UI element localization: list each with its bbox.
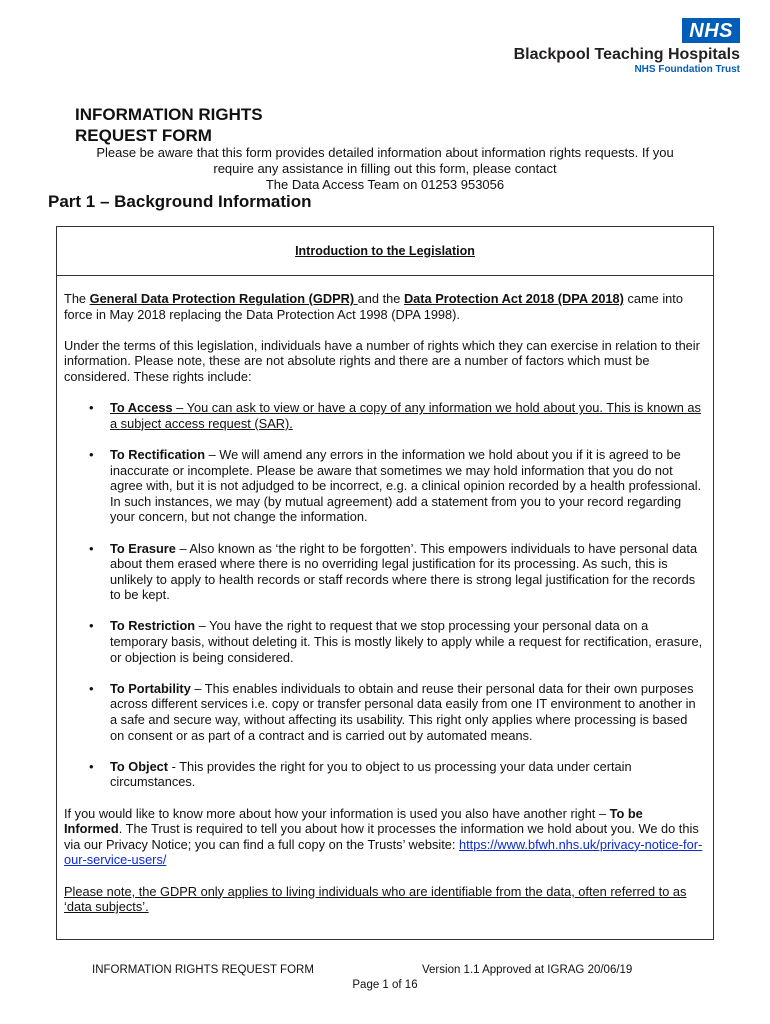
right-object — [110, 759, 703, 790]
right-title: To Portability — [110, 680, 191, 696]
part-heading: Part 1 – Background Information — [48, 192, 312, 211]
right-text: - This provides the right for you to object to us processing your data under certain circumstances. — [110, 758, 632, 790]
intro-line1: Please be aware that this form provides detailed information about information rights requests. If you — [96, 145, 674, 160]
form-title — [75, 104, 263, 146]
right-text: – You can ask to view or have a copy of any information we hold about you. This is known as a subject access request (SAR). — [110, 400, 701, 431]
right-title: To Erasure — [110, 540, 176, 556]
p1-mid: and the — [357, 291, 404, 306]
p1-rest: came into force in May 2018 replacing the Data Protection Act 1998 (DPA 1998). — [64, 291, 683, 322]
trust-name: Blackpool Teaching Hospitals — [513, 46, 740, 63]
to-be-informed: To be Informed — [64, 805, 643, 837]
right-rectification — [110, 447, 703, 525]
right-portability — [110, 681, 703, 743]
box-body — [57, 276, 713, 915]
right-title: To Access — [110, 400, 173, 416]
gdpr-note-paragraph: Please note, the GDPR only applies to living individuals who are identifiable from the data, often referred to as ‘data subjects’. — [64, 883, 687, 915]
right-text: – This enables individuals to obtain and reuse their personal data for their own purposes across different services i.e. copy or transfer personal data easily from one IT environment to another in a safe and secure way, without affecting its usability. This right only applies where processing is based on consent or as part of a contract and is carried out by automated means. — [110, 680, 696, 743]
form-title-line2: REQUEST FORM — [75, 126, 212, 145]
right-restriction — [110, 618, 703, 665]
trust-subtitle: NHS Foundation Trust — [634, 64, 740, 75]
right-title: To Object — [110, 758, 169, 774]
nhs-badge: NHS — [682, 18, 740, 43]
footer-version: Version 1.1 Approved at IGRAG 20/06/19 — [422, 964, 633, 976]
informed-paragraph — [64, 806, 703, 868]
p3-pre: If you would like to know more about how your information is used you also have another right – — [64, 805, 610, 821]
p3-post: . The Trust is required to tell you about how it processes the information we hold about you. We do this via our Privacy Notice; you can find a full copy on the Trusts’ website: — [64, 821, 699, 852]
intro-line2: require any assistance in filling out this form, please contact — [213, 161, 557, 176]
right-access — [110, 400, 703, 431]
intro-note — [40, 145, 730, 193]
right-title: To Rectification — [110, 446, 206, 462]
right-text: – We will amend any errors in the information we hold about you if it is agreed to be inaccurate or incomplete. Please be aware that sometimes we may hold information that you do not agree with, but it is not adjudged to be incorrect, e.g. a clinical opinion recorded by a health professional. In such instances, we may (by mutual agreement) add a statement from you to your record regarding your concern, but not change the information. — [110, 446, 702, 525]
nhs-logo — [514, 18, 740, 76]
intro-line3: The Data Access Team on 01253 953056 — [265, 177, 505, 192]
rights-intro-paragraph: Under the terms of this legislation, individuals have a number of rights which they can exercise in relation to their information. Please note, these are not absolute rights and there are a number of factors which must be considered. These rights include: — [64, 337, 700, 384]
legislation-paragraph — [64, 291, 703, 322]
privacy-notice-link[interactable]: https://www.bfwh.nhs.uk/privacy-notice-for-our-service-users/ — [64, 836, 703, 868]
right-text: – Also known as ‘the right to be forgotten’. This empowers individuals to have personal data about them erased where there is no overriding legal justification for its processing. As such, this is unlikely to apply to health records or staff records where there is strong legal justification for the records to be kept. — [110, 540, 698, 603]
right-title: To Restriction — [110, 618, 196, 634]
box-header: Introduction to the Legislation — [57, 227, 713, 276]
right-erasure — [110, 541, 703, 603]
legislation-box — [56, 226, 714, 940]
rights-list — [64, 400, 703, 790]
p1-pre: The — [64, 291, 90, 306]
right-text: – You have the right to request that we stop processing your personal data on a temporary basis, without deleting it. This is mostly likely to apply while a request for rectification, erasure, or objection is being considered. — [110, 618, 703, 665]
dpa-term: Data Protection Act 2018 (DPA 2018) — [403, 291, 624, 306]
footer-page-number: Page 1 of 16 — [352, 979, 418, 991]
footer-form-name: INFORMATION RIGHTS REQUEST FORM — [92, 964, 314, 976]
form-title-line1: INFORMATION RIGHTS — [75, 105, 263, 124]
gdpr-term: General Data Protection Regulation (GDPR) — [89, 291, 358, 306]
